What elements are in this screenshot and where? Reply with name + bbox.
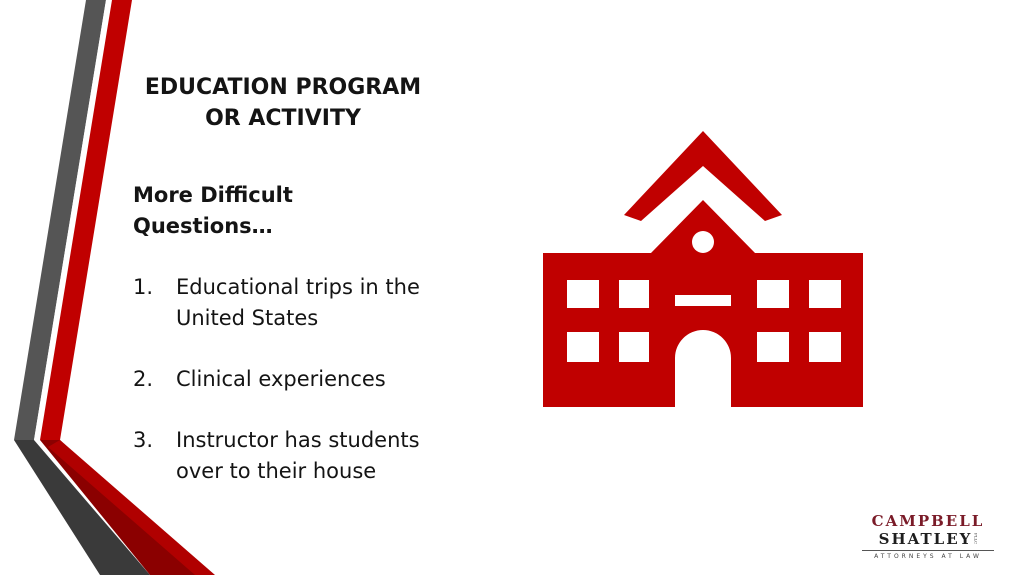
logo-second-row [862,530,994,548]
title-line-2: OR ACTIVITY [205,106,361,131]
list-item [133,272,493,334]
company-logo [862,512,994,561]
school-building-icon [543,130,864,408]
slide-title [118,72,448,134]
list-item-line: United States [176,306,319,330]
title-line-1: EDUCATION PROGRAM [144,75,422,100]
subheading-line-1: More Difficult [133,183,293,207]
question-list [133,272,493,517]
logo-word-shatley: SHATLEY [878,530,973,548]
list-item-line: Clinical experiences [176,367,386,391]
subheading [133,180,393,242]
logo-pllc: PLLC [973,533,979,545]
logo-word-campbell: CAMPBELL [871,512,985,530]
list-item [133,364,493,395]
list-item-line: over to their house [176,459,377,483]
list-item-line: Instructor has students [176,428,420,452]
list-number: 2. [133,367,154,391]
logo-tagline: ATTORNEYS AT LAW [874,553,982,560]
subheading-line-2: Questions… [133,214,273,238]
list-item [133,425,493,487]
school-window-round [692,231,714,253]
white-gap [34,0,112,440]
logo-divider [862,550,994,551]
list-item-line: Educational trips in the [176,275,420,299]
list-number: 3. [133,428,154,452]
list-number: 1. [133,275,154,299]
